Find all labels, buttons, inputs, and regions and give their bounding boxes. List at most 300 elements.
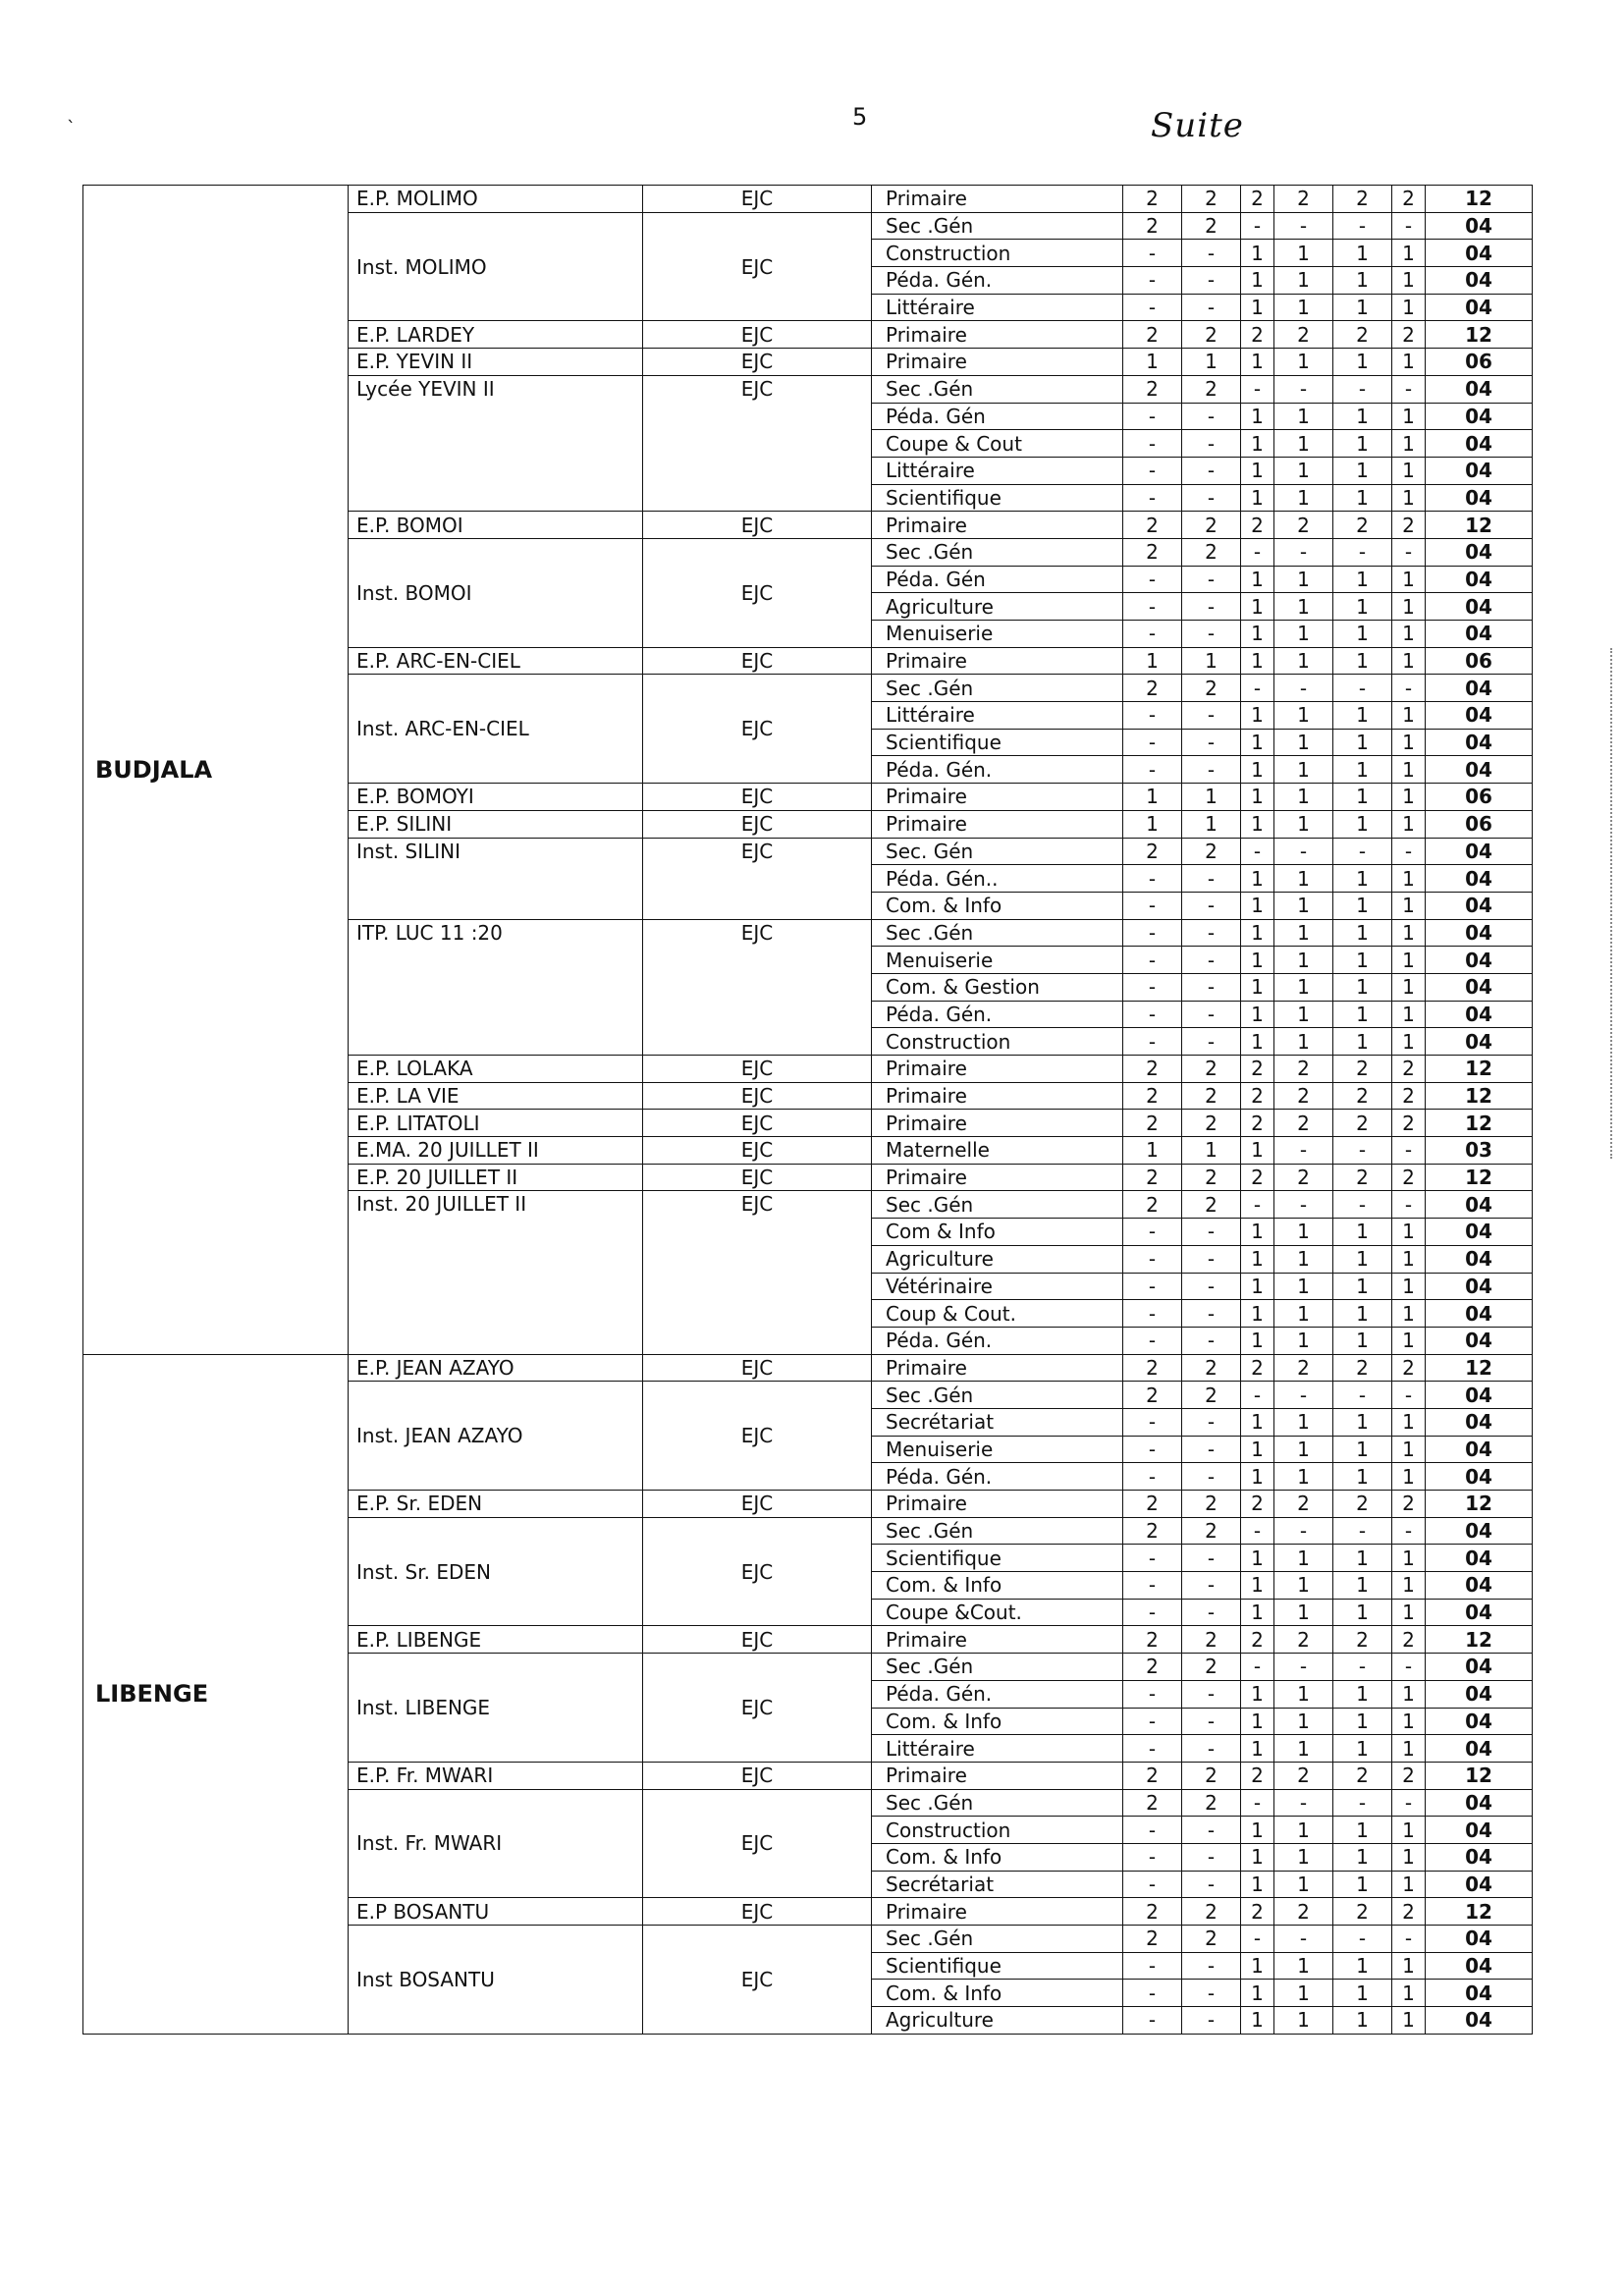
class-count-2: - — [1182, 1327, 1241, 1354]
class-count-6: - — [1392, 1926, 1426, 1953]
class-count-1: 2 — [1123, 1082, 1182, 1110]
school-owner: EJC — [643, 1137, 872, 1165]
class-count-6: 1 — [1392, 947, 1426, 974]
class-count-3: 1 — [1241, 1463, 1274, 1491]
class-count-5: 1 — [1333, 1980, 1392, 2007]
school-name: Lycée YEVIN II — [349, 375, 643, 511]
class-count-3: - — [1241, 1191, 1274, 1219]
section-name: Sec .Gén — [872, 1517, 1123, 1545]
class-count-5: 1 — [1333, 647, 1392, 675]
class-count-2: - — [1182, 294, 1241, 321]
school-owner: EJC — [643, 1056, 872, 1083]
class-count-6: 1 — [1392, 240, 1426, 267]
class-count-4: 1 — [1274, 810, 1333, 838]
class-total: 04 — [1426, 1545, 1533, 1572]
section-name: Primaire — [872, 784, 1123, 811]
class-count-6: 1 — [1392, 702, 1426, 730]
class-count-3: - — [1241, 1926, 1274, 1953]
class-count-5: 1 — [1333, 1817, 1392, 1844]
class-count-2: - — [1182, 973, 1241, 1001]
class-total: 04 — [1426, 756, 1533, 784]
class-count-1: - — [1123, 403, 1182, 430]
class-count-5: 1 — [1333, 430, 1392, 458]
class-count-6: 1 — [1392, 756, 1426, 784]
section-name: Sec .Gén — [872, 1654, 1123, 1681]
class-count-3: 2 — [1241, 1491, 1274, 1518]
school-owner: EJC — [643, 1082, 872, 1110]
class-count-3: 1 — [1241, 1408, 1274, 1436]
school-name: Inst. 20 JUILLET II — [349, 1191, 643, 1354]
class-count-3: - — [1241, 675, 1274, 702]
class-count-6: 1 — [1392, 1843, 1426, 1871]
class-count-5: 1 — [1333, 1436, 1392, 1463]
class-count-1: 1 — [1123, 784, 1182, 811]
class-count-2: - — [1182, 1245, 1241, 1273]
class-count-6: - — [1392, 375, 1426, 403]
school-name: ITP. LUC 11 :20 — [349, 919, 643, 1055]
class-count-1: 2 — [1123, 1626, 1182, 1654]
class-count-4: 1 — [1274, 1680, 1333, 1708]
section-name: Sec .Gén — [872, 1789, 1123, 1817]
class-count-1: - — [1123, 756, 1182, 784]
class-count-3: 2 — [1241, 1762, 1274, 1789]
school-owner: EJC — [643, 1517, 872, 1626]
school-owner: EJC — [643, 1654, 872, 1763]
class-count-6: 1 — [1392, 267, 1426, 295]
class-count-1: 2 — [1123, 186, 1182, 213]
class-count-4: 2 — [1274, 1762, 1333, 1789]
class-count-1: 2 — [1123, 1110, 1182, 1137]
class-count-4: 1 — [1274, 1273, 1333, 1300]
class-count-3: 1 — [1241, 1273, 1274, 1300]
class-count-2: 2 — [1182, 1762, 1241, 1789]
class-total: 12 — [1426, 321, 1533, 349]
school-name: E.P. Fr. MWARI — [349, 1762, 643, 1789]
class-total: 04 — [1426, 892, 1533, 919]
class-count-1: - — [1123, 1436, 1182, 1463]
class-count-2: - — [1182, 947, 1241, 974]
school-owner: EJC — [643, 919, 872, 1055]
class-count-3: 1 — [1241, 810, 1274, 838]
class-count-2: 2 — [1182, 1491, 1241, 1518]
class-total: 04 — [1426, 212, 1533, 240]
class-count-3: 1 — [1241, 1300, 1274, 1328]
class-count-5: - — [1333, 675, 1392, 702]
class-count-4: 2 — [1274, 1491, 1333, 1518]
school-name: E.MA. 20 JUILLET II — [349, 1137, 643, 1165]
class-count-5: 1 — [1333, 484, 1392, 512]
class-count-5: 1 — [1333, 1599, 1392, 1626]
section-name: Com. & Info — [872, 892, 1123, 919]
class-count-2: - — [1182, 1680, 1241, 1708]
class-count-5: 2 — [1333, 1626, 1392, 1654]
section-name: Primaire — [872, 1626, 1123, 1654]
class-count-5: 2 — [1333, 1762, 1392, 1789]
class-count-4: 1 — [1274, 892, 1333, 919]
class-count-5: - — [1333, 212, 1392, 240]
class-count-4: - — [1274, 1517, 1333, 1545]
school-owner: EJC — [643, 1164, 872, 1191]
section-name: Péda. Gén.. — [872, 865, 1123, 893]
class-count-3: - — [1241, 1654, 1274, 1681]
class-count-5: - — [1333, 1382, 1392, 1409]
class-total: 12 — [1426, 1082, 1533, 1110]
class-count-2: 2 — [1182, 538, 1241, 566]
class-count-5: 1 — [1333, 1545, 1392, 1572]
class-count-2: - — [1182, 1463, 1241, 1491]
class-count-4: 1 — [1274, 1545, 1333, 1572]
class-total: 12 — [1426, 1626, 1533, 1654]
class-count-6: 1 — [1392, 593, 1426, 621]
class-count-5: 1 — [1333, 702, 1392, 730]
class-count-1: 2 — [1123, 1762, 1182, 1789]
class-count-1: 2 — [1123, 1654, 1182, 1681]
class-count-4: 1 — [1274, 1300, 1333, 1328]
class-count-6: 1 — [1392, 1708, 1426, 1735]
section-name: Coupe & Cout — [872, 430, 1123, 458]
class-count-5: 1 — [1333, 349, 1392, 376]
class-count-5: - — [1333, 1654, 1392, 1681]
section-name: Sec .Gén — [872, 212, 1123, 240]
class-count-1: 2 — [1123, 512, 1182, 539]
class-count-4: 1 — [1274, 1001, 1333, 1028]
class-total: 04 — [1426, 729, 1533, 756]
class-count-1: - — [1123, 1980, 1182, 2007]
class-count-3: 1 — [1241, 1952, 1274, 1980]
class-count-1: - — [1123, 1572, 1182, 1600]
class-count-3: 1 — [1241, 484, 1274, 512]
suite-note: Suite — [1151, 106, 1244, 145]
section-name: Primaire — [872, 321, 1123, 349]
class-count-4: - — [1274, 1382, 1333, 1409]
class-count-5: 1 — [1333, 621, 1392, 648]
section-name: Com. & Info — [872, 1843, 1123, 1871]
school-owner: EJC — [643, 810, 872, 838]
class-count-1: 2 — [1123, 1898, 1182, 1926]
table-row — [83, 1354, 1533, 1382]
school-name: E.P. ARC-EN-CIEL — [349, 647, 643, 675]
class-count-1: 1 — [1123, 647, 1182, 675]
class-count-5: 1 — [1333, 947, 1392, 974]
class-count-4: 1 — [1274, 919, 1333, 947]
school-name: E.P. BOMOI — [349, 512, 643, 539]
class-count-5: 1 — [1333, 784, 1392, 811]
class-count-4: 1 — [1274, 1599, 1333, 1626]
section-name: Sec .Gén — [872, 675, 1123, 702]
school-name: Inst. Sr. EDEN — [349, 1517, 643, 1626]
class-count-6: - — [1392, 1654, 1426, 1681]
class-count-3: 2 — [1241, 1898, 1274, 1926]
class-count-5: - — [1333, 1926, 1392, 1953]
class-count-6: 1 — [1392, 1001, 1426, 1028]
class-total: 04 — [1426, 1680, 1533, 1708]
section-name: Com. & Info — [872, 1708, 1123, 1735]
class-count-2: 1 — [1182, 349, 1241, 376]
class-count-3: - — [1241, 538, 1274, 566]
class-count-5: 1 — [1333, 1735, 1392, 1763]
class-count-6: 2 — [1392, 1491, 1426, 1518]
class-count-6: 1 — [1392, 349, 1426, 376]
class-count-3: 1 — [1241, 349, 1274, 376]
class-total: 04 — [1426, 1245, 1533, 1273]
class-count-5: 1 — [1333, 1001, 1392, 1028]
section-name: Péda. Gén. — [872, 756, 1123, 784]
class-count-4: 1 — [1274, 647, 1333, 675]
class-count-3: 2 — [1241, 186, 1274, 213]
school-name: E.P. BOMOYI — [349, 784, 643, 811]
class-count-2: 1 — [1182, 784, 1241, 811]
school-owner: EJC — [643, 349, 872, 376]
section-name: Primaire — [872, 349, 1123, 376]
section-name: Péda. Gén — [872, 403, 1123, 430]
class-count-4: - — [1274, 1137, 1333, 1165]
school-name: E.P. LIBENGE — [349, 1626, 643, 1654]
class-count-3: 1 — [1241, 647, 1274, 675]
section-name: Primaire — [872, 1354, 1123, 1382]
class-count-2: - — [1182, 1408, 1241, 1436]
class-count-4: 1 — [1274, 1843, 1333, 1871]
class-count-1: - — [1123, 593, 1182, 621]
school-name: Inst. MOLIMO — [349, 212, 643, 321]
school-owner: EJC — [643, 1762, 872, 1789]
section-name: Littéraire — [872, 294, 1123, 321]
class-count-6: 1 — [1392, 294, 1426, 321]
class-count-6: 1 — [1392, 1028, 1426, 1056]
class-count-1: - — [1123, 457, 1182, 484]
class-count-2: 2 — [1182, 1654, 1241, 1681]
section-name: Vétérinaire — [872, 1273, 1123, 1300]
class-count-2: - — [1182, 1001, 1241, 1028]
section-name: Menuiserie — [872, 1436, 1123, 1463]
class-count-3: 2 — [1241, 1110, 1274, 1137]
class-count-1: - — [1123, 1273, 1182, 1300]
section-name: Primaire — [872, 1898, 1123, 1926]
class-count-4: 1 — [1274, 1980, 1333, 2007]
class-count-6: 1 — [1392, 2007, 1426, 2035]
class-count-1: 1 — [1123, 810, 1182, 838]
class-count-6: 2 — [1392, 1164, 1426, 1191]
class-total: 04 — [1426, 1327, 1533, 1354]
school-owner: EJC — [643, 1191, 872, 1354]
class-count-1: 2 — [1123, 538, 1182, 566]
class-count-5: 1 — [1333, 1327, 1392, 1354]
section-name: Maternelle — [872, 1137, 1123, 1165]
class-total: 04 — [1426, 1572, 1533, 1600]
class-count-6: 1 — [1392, 566, 1426, 593]
school-owner: EJC — [643, 1491, 872, 1518]
class-count-6: 1 — [1392, 1980, 1426, 2007]
class-count-4: 2 — [1274, 1056, 1333, 1083]
class-count-6: 2 — [1392, 512, 1426, 539]
class-total: 04 — [1426, 430, 1533, 458]
class-count-2: - — [1182, 1572, 1241, 1600]
class-count-5: 1 — [1333, 756, 1392, 784]
class-count-1: 2 — [1123, 1789, 1182, 1817]
class-count-2: 2 — [1182, 675, 1241, 702]
class-count-3: 1 — [1241, 1871, 1274, 1898]
class-count-4: 1 — [1274, 756, 1333, 784]
class-total: 04 — [1426, 1382, 1533, 1409]
class-count-4: 1 — [1274, 1408, 1333, 1436]
class-count-6: 1 — [1392, 1300, 1426, 1328]
class-count-6: 1 — [1392, 973, 1426, 1001]
class-count-1: 1 — [1123, 1137, 1182, 1165]
class-total: 06 — [1426, 349, 1533, 376]
class-count-2: - — [1182, 865, 1241, 893]
class-count-4: 1 — [1274, 621, 1333, 648]
class-count-2: 2 — [1182, 838, 1241, 865]
class-count-5: 1 — [1333, 294, 1392, 321]
class-count-5: 2 — [1333, 1898, 1392, 1926]
scan-edge-artifact — [1610, 648, 1614, 1159]
class-count-4: - — [1274, 538, 1333, 566]
class-count-2: - — [1182, 1599, 1241, 1626]
class-count-4: 1 — [1274, 973, 1333, 1001]
class-count-2: - — [1182, 892, 1241, 919]
class-count-4: - — [1274, 375, 1333, 403]
class-count-6: - — [1392, 212, 1426, 240]
class-count-1: - — [1123, 1219, 1182, 1246]
school-name: Inst. ARC-EN-CIEL — [349, 675, 643, 784]
school-owner: EJC — [643, 647, 872, 675]
class-count-5: 1 — [1333, 240, 1392, 267]
class-count-2: 2 — [1182, 212, 1241, 240]
section-name: Sec .Gén — [872, 1382, 1123, 1409]
class-count-6: 2 — [1392, 1082, 1426, 1110]
class-count-1: - — [1123, 973, 1182, 1001]
class-count-2: 2 — [1182, 1517, 1241, 1545]
class-count-5: 2 — [1333, 512, 1392, 539]
class-count-2: - — [1182, 1980, 1241, 2007]
class-count-2: 2 — [1182, 1191, 1241, 1219]
class-count-3: 1 — [1241, 403, 1274, 430]
section-name: Sec .Gén — [872, 919, 1123, 947]
class-total: 04 — [1426, 1300, 1533, 1328]
school-name: Inst. JEAN AZAYO — [349, 1382, 643, 1491]
class-count-6: 1 — [1392, 1817, 1426, 1844]
class-count-5: 2 — [1333, 321, 1392, 349]
class-count-1: - — [1123, 1545, 1182, 1572]
class-count-2: - — [1182, 1028, 1241, 1056]
class-count-4: 1 — [1274, 2007, 1333, 2035]
class-count-6: 2 — [1392, 1354, 1426, 1382]
class-count-4: 1 — [1274, 349, 1333, 376]
class-count-6: - — [1392, 1382, 1426, 1409]
region-name: BUDJALA — [83, 186, 349, 1355]
class-count-2: 2 — [1182, 1082, 1241, 1110]
class-count-4: 1 — [1274, 566, 1333, 593]
class-count-6: 2 — [1392, 1056, 1426, 1083]
class-count-1: - — [1123, 892, 1182, 919]
class-total: 04 — [1426, 702, 1533, 730]
class-count-1: 2 — [1123, 321, 1182, 349]
class-count-3: 1 — [1241, 621, 1274, 648]
class-count-4: 1 — [1274, 729, 1333, 756]
class-count-4: 1 — [1274, 1871, 1333, 1898]
class-count-1: - — [1123, 729, 1182, 756]
class-count-4: 1 — [1274, 1327, 1333, 1354]
class-count-2: - — [1182, 1273, 1241, 1300]
section-name: Scientifique — [872, 484, 1123, 512]
class-count-5: 1 — [1333, 1871, 1392, 1898]
class-count-3: 1 — [1241, 1436, 1274, 1463]
class-count-2: 2 — [1182, 375, 1241, 403]
school-name: Inst. Fr. MWARI — [349, 1789, 643, 1898]
class-count-2: - — [1182, 1871, 1241, 1898]
class-count-2: - — [1182, 240, 1241, 267]
class-count-1: 2 — [1123, 1926, 1182, 1953]
class-total: 12 — [1426, 1354, 1533, 1382]
class-total: 04 — [1426, 457, 1533, 484]
class-count-4: - — [1274, 1789, 1333, 1817]
class-count-1: - — [1123, 1599, 1182, 1626]
class-count-6: 1 — [1392, 810, 1426, 838]
class-count-4: - — [1274, 1926, 1333, 1953]
class-total: 04 — [1426, 2007, 1533, 2035]
class-count-6: 1 — [1392, 1327, 1426, 1354]
class-count-5: 1 — [1333, 403, 1392, 430]
class-total: 04 — [1426, 566, 1533, 593]
class-total: 04 — [1426, 1871, 1533, 1898]
class-total: 04 — [1426, 675, 1533, 702]
section-name: Scientifique — [872, 1952, 1123, 1980]
class-count-6: 1 — [1392, 1408, 1426, 1436]
school-owner: EJC — [643, 1354, 872, 1382]
class-count-4: - — [1274, 1654, 1333, 1681]
class-total: 04 — [1426, 294, 1533, 321]
class-count-5: 1 — [1333, 1219, 1392, 1246]
class-total: 04 — [1426, 403, 1533, 430]
class-count-5: 2 — [1333, 1082, 1392, 1110]
class-count-3: 1 — [1241, 593, 1274, 621]
school-name: E.P. Sr. EDEN — [349, 1491, 643, 1518]
class-count-1: 2 — [1123, 1491, 1182, 1518]
section-name: Secrétariat — [872, 1871, 1123, 1898]
class-total: 04 — [1426, 1980, 1533, 2007]
section-name: Littéraire — [872, 702, 1123, 730]
section-name: Primaire — [872, 1762, 1123, 1789]
section-name: Sec .Gén — [872, 1926, 1123, 1953]
class-total: 04 — [1426, 1599, 1533, 1626]
section-name: Com. & Gestion — [872, 973, 1123, 1001]
class-count-1: - — [1123, 1327, 1182, 1354]
section-name: Primaire — [872, 1164, 1123, 1191]
class-total: 04 — [1426, 1001, 1533, 1028]
school-name: E.P. MOLIMO — [349, 186, 643, 213]
class-count-6: 1 — [1392, 1680, 1426, 1708]
class-count-3: 1 — [1241, 1708, 1274, 1735]
class-count-4: 2 — [1274, 1898, 1333, 1926]
class-count-4: 2 — [1274, 1354, 1333, 1382]
section-name: Coup & Cout. — [872, 1300, 1123, 1328]
section-name: Menuiserie — [872, 947, 1123, 974]
school-name: E.P. 20 JUILLET II — [349, 1164, 643, 1191]
class-count-2: - — [1182, 621, 1241, 648]
class-count-6: 1 — [1392, 1245, 1426, 1273]
class-count-4: 1 — [1274, 947, 1333, 974]
corner-mark: ` — [67, 118, 76, 138]
class-count-2: 2 — [1182, 1789, 1241, 1817]
class-count-1: - — [1123, 621, 1182, 648]
class-count-5: 1 — [1333, 1300, 1392, 1328]
class-count-2: 2 — [1182, 1898, 1241, 1926]
class-count-6: - — [1392, 1789, 1426, 1817]
class-count-3: 2 — [1241, 1164, 1274, 1191]
class-total: 04 — [1426, 593, 1533, 621]
class-total: 04 — [1426, 947, 1533, 974]
class-count-4: - — [1274, 1191, 1333, 1219]
section-name: Primaire — [872, 512, 1123, 539]
